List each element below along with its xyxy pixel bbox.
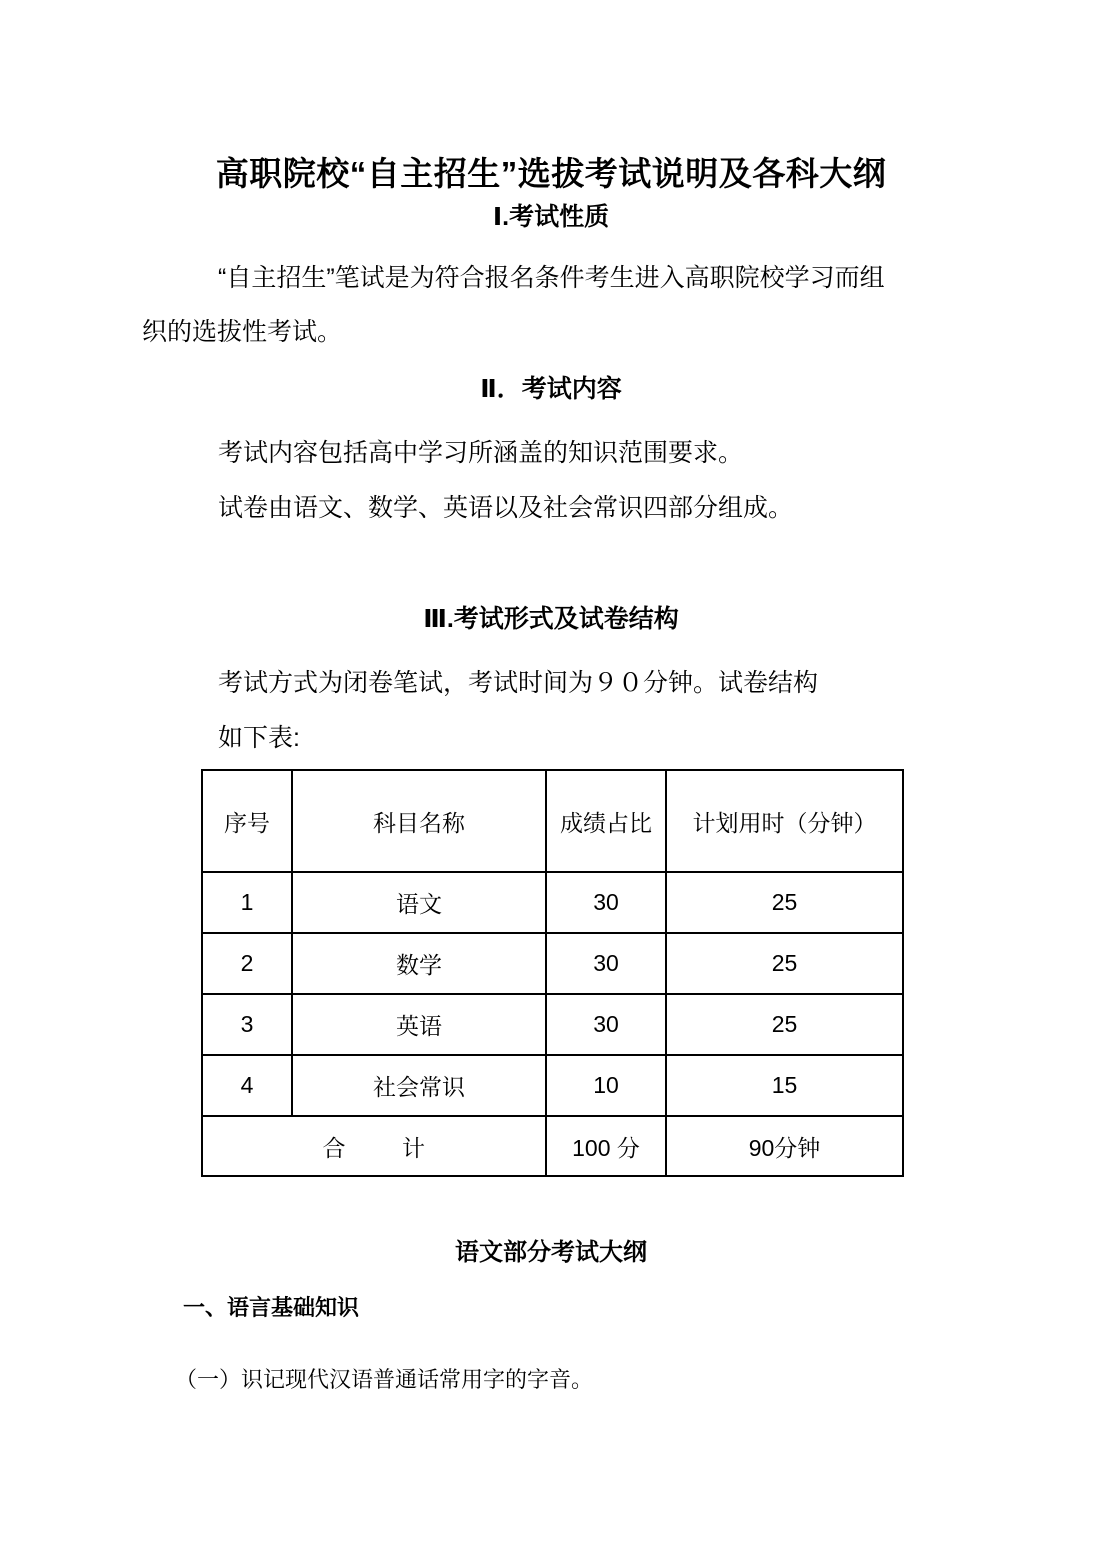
table-header-cell-time: 计划用时（分钟） <box>666 770 903 872</box>
cell-time: 25 <box>666 872 903 933</box>
cell-score: 30 <box>546 994 666 1055</box>
cell-total-score: 100 分 <box>546 1116 666 1176</box>
paragraph-exam-content-line2: 试卷由语文、数学、英语以及社会常识四部分组成。 <box>218 494 794 522</box>
cell-no: 2 <box>202 933 292 994</box>
cell-score: 10 <box>546 1055 666 1116</box>
cell-subject: 语文 <box>292 872 546 933</box>
section-heading-exam-content: Ⅱ．考试内容 <box>480 375 622 403</box>
cell-score: 30 <box>546 933 666 994</box>
total-label-right: 计 <box>402 1134 426 1161</box>
outline-item: （一）识记现代汉语普通话常用字的字音。 <box>175 1367 594 1392</box>
paragraph-exam-nature-line2: 织的选拔性考试。 <box>142 318 343 346</box>
table-row <box>202 933 903 994</box>
table-header-row <box>202 770 903 872</box>
table-row <box>202 994 903 1055</box>
paragraph-exam-format-line1: 考试方式为闭卷笔试，考试时间为９０分钟。试卷结构 <box>218 669 819 697</box>
cell-time: 25 <box>666 994 903 1055</box>
sub-heading-language-basics: 一、语言基础知识 <box>183 1295 360 1320</box>
section-heading-exam-format: Ⅲ.考试形式及试卷结构 <box>423 605 679 633</box>
cell-subject: 数学 <box>292 933 546 994</box>
total-label-left: 合 <box>322 1134 346 1161</box>
cell-total-time: 90分钟 <box>666 1116 903 1176</box>
table-header-cell-subject: 科目名称 <box>292 770 546 872</box>
table-header-cell-no: 序号 <box>202 770 292 872</box>
table-row <box>202 872 903 933</box>
section-heading-exam-nature: Ⅰ.考试性质 <box>492 203 610 231</box>
table-total-row <box>202 1116 903 1176</box>
cell-subject: 英语 <box>292 994 546 1055</box>
table-row <box>202 1055 903 1116</box>
page-title: 高职院校“自主招生”选拔考试说明及各科大纲 <box>215 155 887 193</box>
paragraph-exam-format-line2: 如下表: <box>218 724 300 752</box>
cell-no: 3 <box>202 994 292 1055</box>
table-header-cell-score: 成绩占比 <box>546 770 666 872</box>
paragraph-exam-content-line1: 考试内容包括高中学习所涵盖的知识范围要求。 <box>218 439 744 467</box>
cell-score: 30 <box>546 872 666 933</box>
cell-time: 25 <box>666 933 903 994</box>
exam-structure-table <box>201 769 904 1177</box>
cell-no: 4 <box>202 1055 292 1116</box>
section-heading-chinese-outline: 语文部分考试大纲 <box>455 1239 647 1266</box>
cell-subject: 社会常识 <box>292 1055 546 1116</box>
cell-time: 15 <box>666 1055 903 1116</box>
cell-total-label <box>202 1116 546 1176</box>
cell-no: 1 <box>202 872 292 933</box>
paragraph-exam-nature-line1: “自主招生”笔试是为符合报名条件考生进入高职院校学习而组 <box>218 264 885 292</box>
